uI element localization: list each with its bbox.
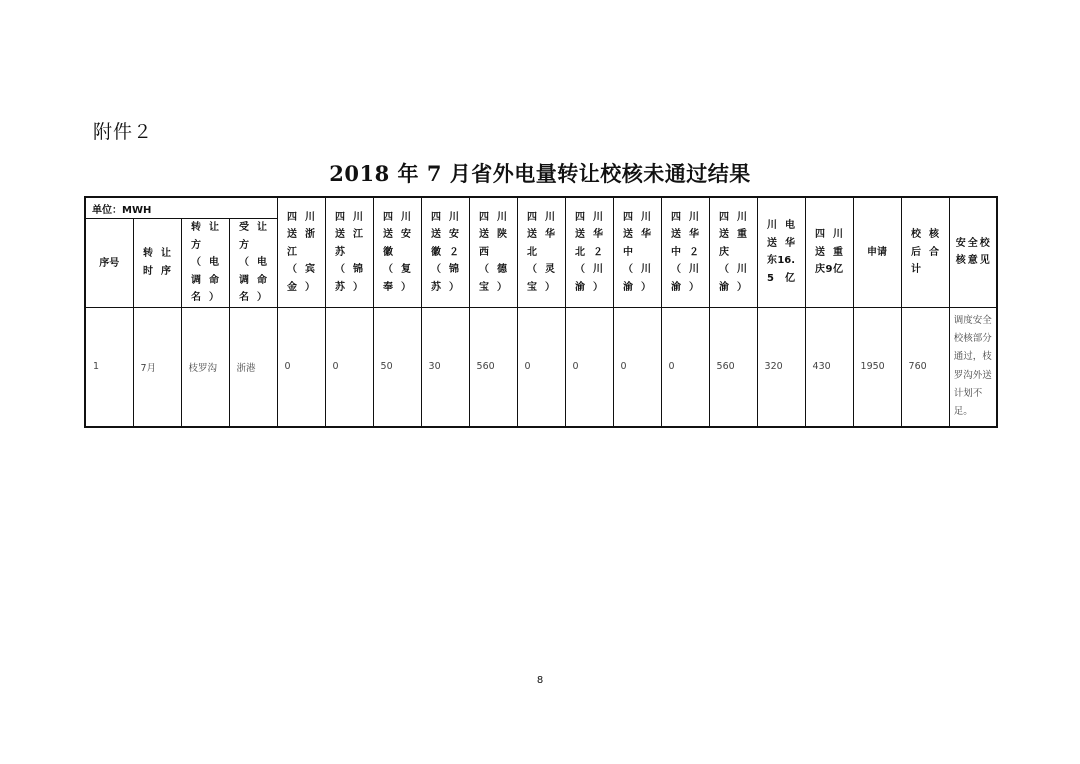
table-cell: 枝罗沟 — [181, 307, 229, 427]
table-cell: 760 — [901, 307, 949, 427]
table-cell: 560 — [709, 307, 757, 427]
header-cell: 四川送华中２（川渝） — [661, 197, 709, 307]
attachment-label: 附件２ — [93, 121, 154, 143]
safety-opinion-text: 调度安全校核部分通过，枝罗沟外送计划不足。 — [953, 315, 992, 417]
header-cell: 四川送华中（川渝） — [613, 197, 661, 307]
header-cell: 四川送重庆（川渝） — [709, 197, 757, 307]
unit-cell: 单位：MWH — [85, 197, 277, 219]
table-row — [85, 307, 997, 427]
header-cell: 四川送重庆9亿 — [805, 197, 853, 307]
header-cell: 川电送华东16.5亿 — [757, 197, 805, 307]
header-cell: 四川送安徽２（锦苏） — [421, 197, 469, 307]
header-cell: 校核后合计 — [901, 197, 949, 307]
header-cell: 四川送安徽（复奉） — [373, 197, 421, 307]
table-cell: 0 — [661, 307, 709, 427]
header-cell: 序号 — [85, 219, 133, 308]
table-cell: 560 — [469, 307, 517, 427]
header-cell: 转让方（电调命名） — [181, 219, 229, 308]
table-cell: 1 — [85, 307, 133, 427]
table-cell: 0 — [325, 307, 373, 427]
header-cell: 四川送华北（灵宝） — [517, 197, 565, 307]
header-cell: 四川送陕西（德宝） — [469, 197, 517, 307]
table-cell: 7月 — [133, 307, 181, 427]
table-cell: 0 — [565, 307, 613, 427]
table-cell: 30 — [421, 307, 469, 427]
table-cell: 50 — [373, 307, 421, 427]
table-cell — [949, 307, 997, 427]
table-cell: 浙港 — [229, 307, 277, 427]
table-cell: 1950 — [853, 307, 901, 427]
page-number: 8 — [536, 675, 544, 686]
table-cell: 0 — [613, 307, 661, 427]
table-cell: 430 — [805, 307, 853, 427]
header-cell: 受让方（电调命名） — [229, 219, 277, 308]
header-cell: 转让时序 — [133, 219, 181, 308]
header-cell: 四川送浙江（宾金） — [277, 197, 325, 307]
header-cell: 安全校核意见 — [949, 197, 997, 307]
header-cell: 四川送江苏（锦苏） — [325, 197, 373, 307]
table-cell: 0 — [277, 307, 325, 427]
document-title: 2018 年 7 月省外电量转让校核未通过结果 — [329, 161, 751, 186]
table-cell: 0 — [517, 307, 565, 427]
results-table — [84, 196, 998, 428]
header-cell: 申请 — [853, 197, 901, 307]
table-cell: 320 — [757, 307, 805, 427]
header-cell: 四川送华北２（川渝） — [565, 197, 613, 307]
